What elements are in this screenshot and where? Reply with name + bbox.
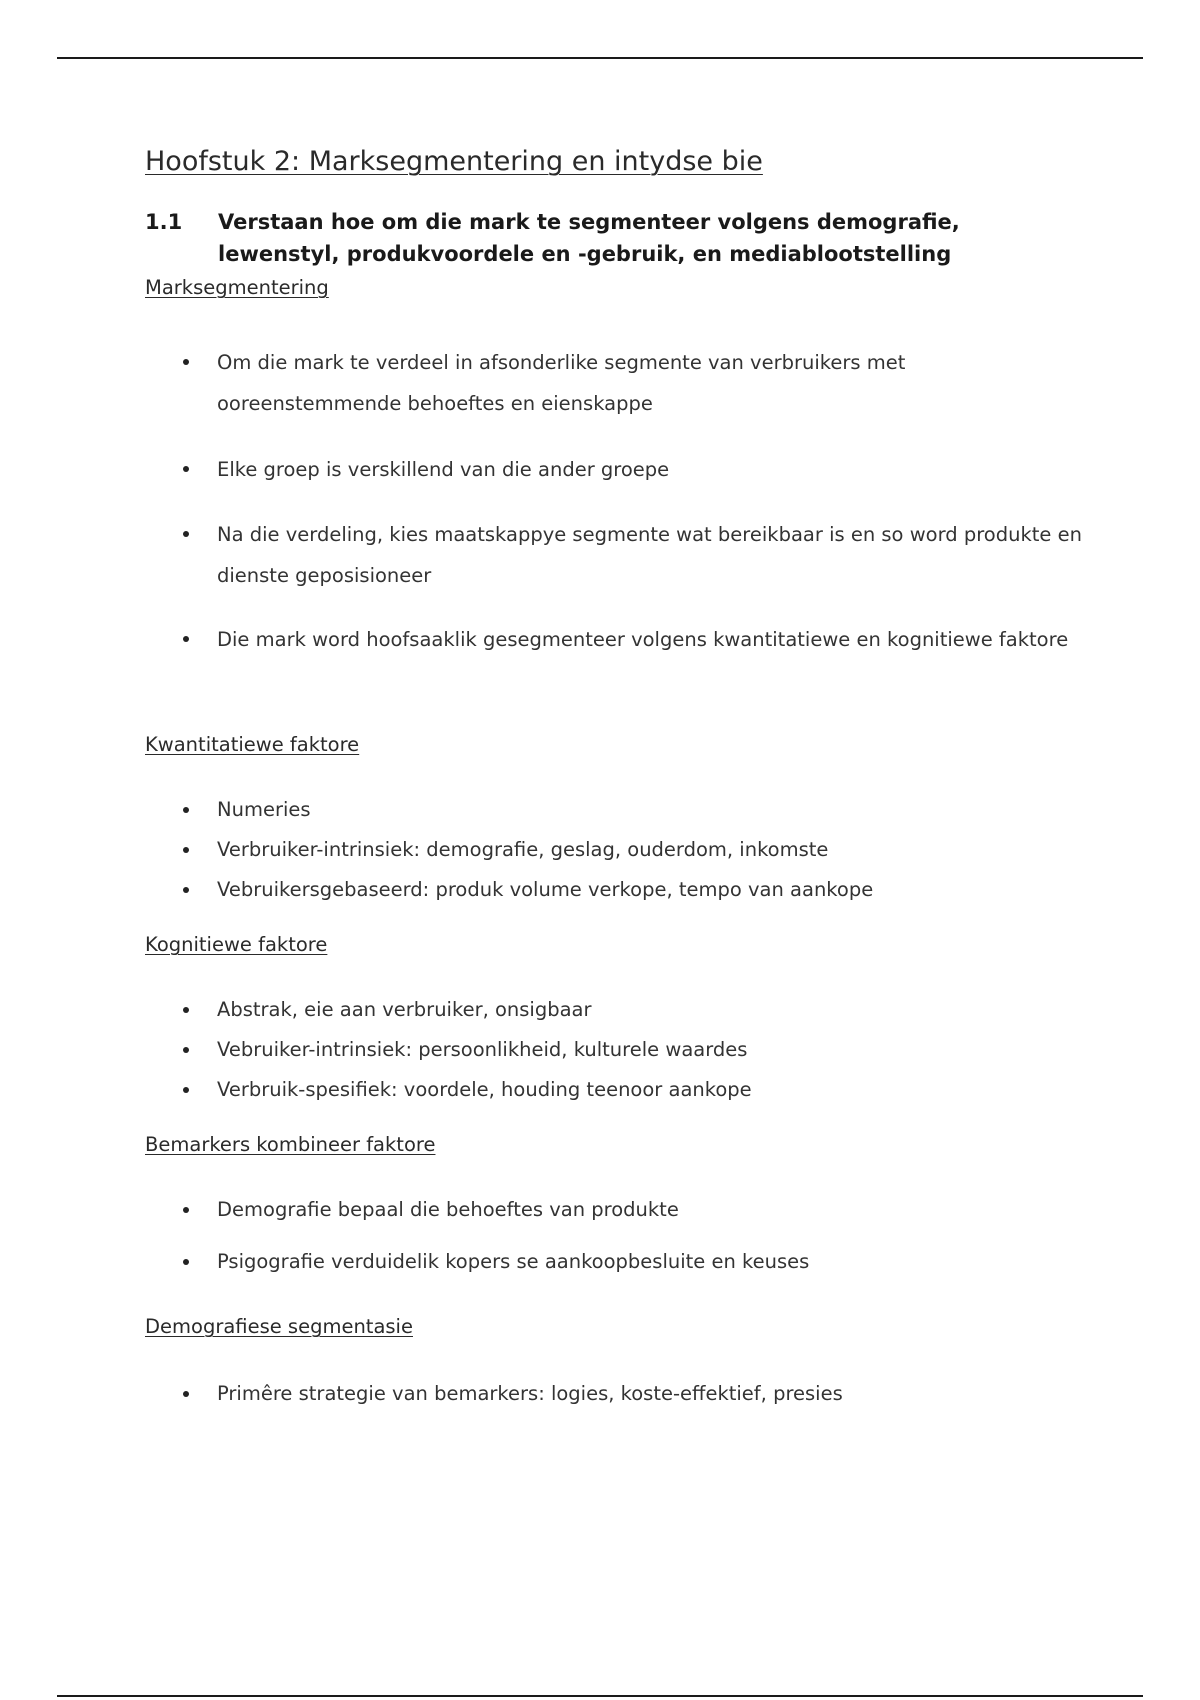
bullet-icon	[145, 449, 217, 490]
footer-rule	[57, 1695, 1143, 1697]
list-item-text: Demografie bepaal die behoeftes van produkte	[217, 1198, 679, 1221]
bullet-icon	[145, 1076, 217, 1104]
list-item	[145, 796, 1085, 824]
subheading-kognitiewe-faktore: Kognitiewe faktore	[145, 933, 328, 956]
list-item	[145, 342, 1085, 424]
section-heading	[145, 206, 1085, 270]
list-item	[145, 619, 1085, 660]
list-item-text: Psigografie verduidelik kopers se aankoopbesluite en keuses	[217, 1250, 810, 1273]
header-rule	[57, 57, 1143, 59]
list-item	[145, 514, 1085, 596]
list-item-text: Elke groep is verskillend van die ander groepe	[217, 458, 670, 481]
list-item	[145, 876, 1085, 904]
subheading-bemarkers-kombineer-faktore: Bemarkers kombineer faktore	[145, 1133, 436, 1156]
list-item-text: Na die verdeling, kies maatskappye segmente wat bereikbaar is en so word produkte en dienste geposisioneer	[217, 523, 1082, 587]
section-number: 1.1	[145, 210, 183, 234]
list-item-text: Verbruik-spesifiek: voordele, houding teenoor aankope	[217, 1078, 752, 1101]
list-item	[145, 836, 1085, 864]
bullet-icon	[145, 514, 217, 596]
bullet-icon	[145, 1036, 217, 1064]
list-item-text: Die mark word hoofsaaklik gesegmenteer volgens kwantitatiewe en kognitiewe faktore	[217, 628, 1069, 651]
list-item-text: Om die mark te verdeel in afsonderlike segmente van verbruikers met ooreenstemmende behoeftes en eienskappe	[217, 351, 906, 415]
list-item	[145, 1196, 1085, 1224]
bullet-icon	[145, 796, 217, 824]
bullet-icon	[145, 619, 217, 660]
subheading-marksegmentering: Marksegmentering	[145, 276, 329, 299]
section-title: Verstaan hoe om die mark te segmenteer volgens demografie, lewenstyl, produkvoordele en -gebruik, en mediablootstelling	[218, 210, 960, 266]
list-item	[145, 1036, 1085, 1064]
list-item	[145, 1248, 1085, 1276]
bullet-icon	[145, 1380, 217, 1408]
list-item-text: Verbruiker-intrinsiek: demografie, geslag, ouderdom, inkomste	[217, 838, 829, 861]
bullet-icon	[145, 836, 217, 864]
subheading-kwantitatiewe-faktore: Kwantitatiewe faktore	[145, 733, 360, 756]
list-item-text: Primêre strategie van bemarkers: logies, koste-effektief, presies	[217, 1382, 843, 1405]
bullet-icon	[145, 1248, 217, 1276]
list-item	[145, 449, 1085, 490]
bullet-icon	[145, 876, 217, 904]
chapter-title: Hoofstuk 2: Marksegmentering en intydse bie	[145, 146, 763, 177]
list-item-text: Vebruikersgebaseerd: produk volume verkope, tempo van aankope	[217, 878, 874, 901]
list-item	[145, 1076, 1085, 1104]
list-item-text: Vebruiker-intrinsiek: persoonlikheid, kulturele waardes	[217, 1038, 748, 1061]
bullet-icon	[145, 342, 217, 424]
list-item	[145, 996, 1085, 1024]
subheading-demografiese-segmentasie: Demografiese segmentasie	[145, 1315, 413, 1338]
list-item-text: Numeries	[217, 798, 311, 821]
bullet-icon	[145, 996, 217, 1024]
bullet-icon	[145, 1196, 217, 1224]
list-item-text: Abstrak, eie aan verbruiker, onsigbaar	[217, 998, 592, 1021]
list-item	[145, 1380, 1085, 1408]
